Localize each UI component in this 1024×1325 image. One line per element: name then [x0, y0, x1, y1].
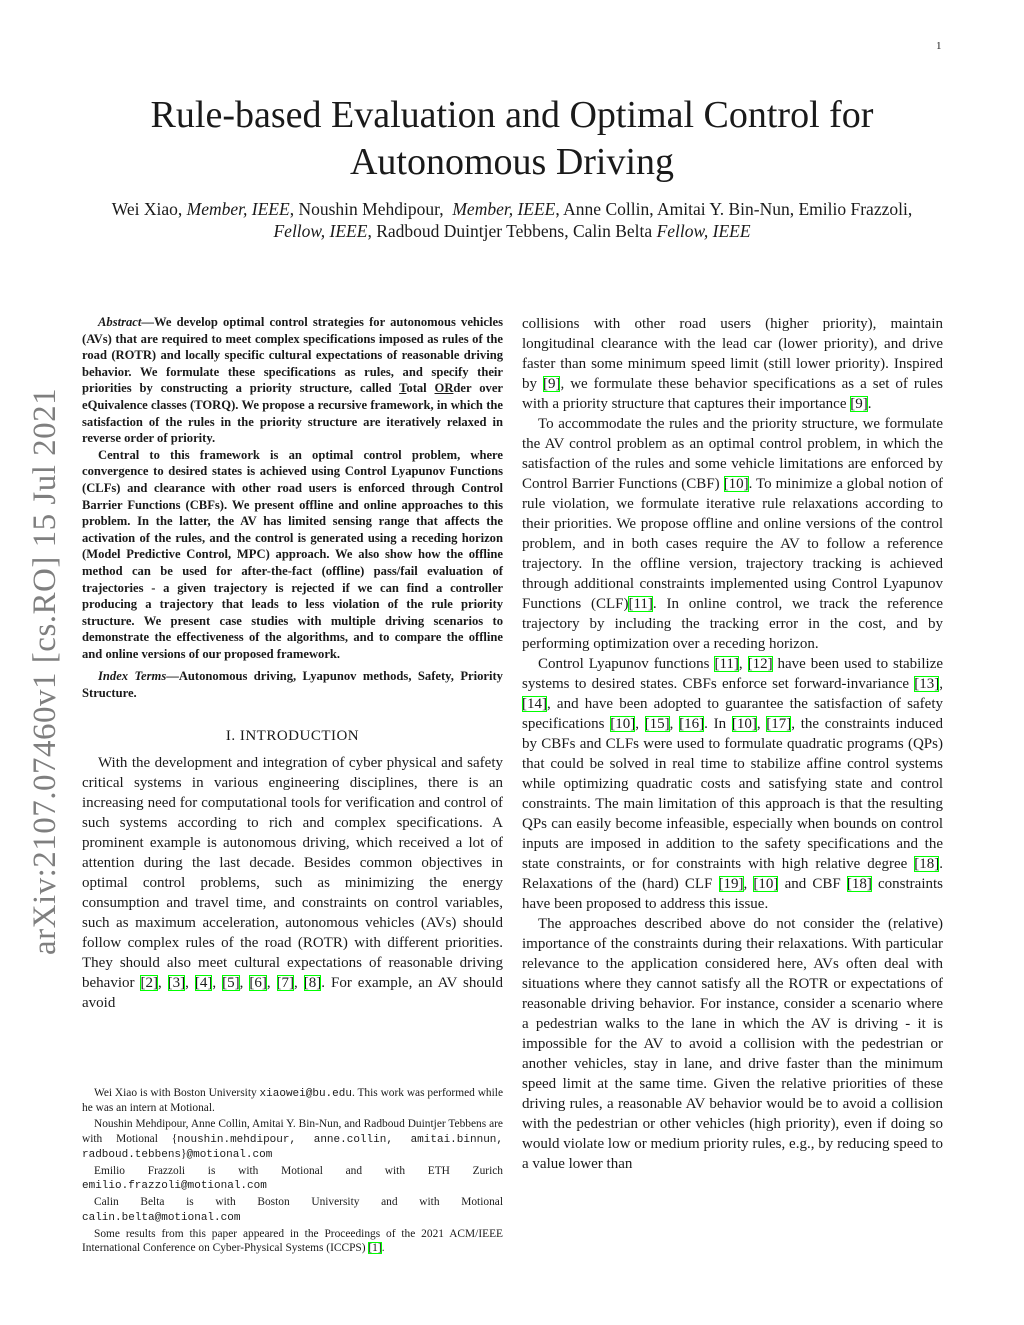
right-column: [522, 314, 943, 1174]
index-terms: Index Terms—Autonomous driving, Lyapunov methods, Safety, Priority Structure.: [82, 669, 503, 701]
footnote: Emilio Frazzoli is with Motional and with ETH Zurich emilio.frazzoli@motional.com: [82, 1165, 503, 1193]
author-list: Wei Xiao, Member, IEEE, Noushin Mehdipour, Member, IEEE, Anne Collin, Amitai Y. Bin-Nun, Emilio Frazzoli, Fellow, IEEE, Radboud Duintjer Tebbens, Calin Belta Fellow, IEEE: [111, 199, 913, 241]
citation-link[interactable]: [16]: [679, 716, 705, 732]
author-name: Calin Belta: [572, 221, 653, 241]
email-link[interactable]: calin.belta@motional.com: [82, 1211, 241, 1224]
arxiv-identifier: arXiv:2107.07460v1 [cs.RO] 15 Jul 2021: [27, 387, 63, 955]
paragraph-text: . For example, an AV should avoid: [82, 974, 504, 1011]
footnote: Calin Belta is with Boston University and with Motional calin.belta@motional.com: [82, 1196, 503, 1224]
citation-link[interactable]: [3]: [167, 974, 186, 991]
email-link[interactable]: xiaowei@bu.edu: [259, 1088, 352, 1100]
author-name: Wei Xiao: [111, 199, 178, 219]
abstract: Abstract—We develop optimal control strategies for autonomous vehicles (AVs) that are required to meet complex specifications imposed as rules of the road (ROTR) and locally specific cultural expectations of reasonable driving behavior. We formulate these specifications as rules, and specify their priorities by constructing a priority structure, called Total ORder over eQuivalence classes (TORQ). We propose a recursive framework, in which the satisfaction of the rules in the priority structure are iteratively relaxed in reverse order of priority. Central to this framework is an optimal control problem, where convergence to desired states is achieved using Control Lyapunov Functions (CLFs) and clearance with other road users is enforced through Control Barrier Functions (CBFs). We present offline and online approaches to this problem. In the latter, the AV has limited sensing range that affects the activation of the rules, and the control is generated using a receding horizon (Model Predictive Control, MPC) approach. We also show how the offline method can be used for after-the-fact (offline) pass/fail evaluation of trajectories - a given trajectory is rejected if we can find a controller producing a trajectory that leads to less violation of the rule priority structure. We present case studies with multiple driving scenarios to demonstrate the effectiveness of the algorithms, and to compare the offline and online versions of our proposed framework.: [82, 315, 503, 661]
abstract-text: OR: [434, 381, 454, 396]
intro-paragraph: With the development and integration of cyber physical and safety critical systems in various engineering disciplines, there is an increasing need for computational tools for verification and control of such systems according to rich and complex specifications. A prominent example is autonomous driving, which received a lot of attention during the last decade. Besides common objectives in optimal control problems, such as minimizing the energy consumption and travel time, and constraints on control variables, such as maximum acceleration, autonomous vehicles (AVs) should follow complex rules of the road (ROTR) with different priorities. They should also meet cultural expectations of reasonable driving behavior [2], [3], [4], [5], [6], [7], [8]. For example, an AV should avoid: [82, 754, 504, 1011]
citation-link[interactable]: [17]: [766, 716, 792, 732]
author-affiliation: Fellow, IEEE: [656, 221, 751, 241]
citation-link[interactable]: [6]: [249, 974, 267, 991]
abstract-text: We develop optimal control strategies for autonomous vehicles (AVs) that are required to meet complex specifications imposed as rules of the road (ROTR) and locally specific cultural expectations of reasonable driving behavior. We formulate these specifications as rules, and specify their priorities by constructing a priority structure, called: [82, 315, 503, 396]
citation-link[interactable]: [8]: [303, 974, 322, 991]
paragraph-text: With the development and integration of cyber physical and safety critical systems in various engineering disciplines, there is an increasing need for computational tools for verification and control of such systems according to rich and complex specifications. A prominent example is autonomous driving, which received a lot of attention during the last decade. Besides common objectives in optimal control problems, such as minimizing the energy consumption and travel time, and constraints on control variables, such as maximum acceleration, autonomous vehicles (AVs) should follow complex rules of the road (ROTR) with different priorities. They should also meet cultural expectations of reasonable driving behavior: [82, 754, 503, 991]
intro-paragraph: The approaches described above do not consider the (relative) importance of the constraints during their relaxations. With particular relevance to the application considered here, AVs often deal with situations where they cannot satisfy all the ROTR or expectations of reasonable driving behavior. For instance, consider a scenario where a pedestrian walks to the lane in which the AV is driving - it is impossible for the AV to avoid a collision with the pedestrian or another vehicles, stay in lane, and drive faster than the minimum speed limit at the same time. Given the relative priorities of these driving rules, a reasonable AV behavior would be to avoid a collision with the pedestrian or other vehicles (high priority), even if doing so would violate low or medium priority rules, e.g., by reducing speed to a value lower than: [522, 916, 943, 1172]
author-affiliation: Fellow, IEEE: [273, 221, 368, 241]
abstract-text: T: [399, 381, 407, 396]
author-name: Amitai Y. Bin-Nun: [657, 199, 790, 219]
intro-paragraph: Control Lyapunov functions [11], [12] have been used to stabilize systems to desired states. CBFs enforce set forward-invariance [13], [14], and have been adopted to guarantee the satisfaction of safety specifications [10], [15], [16]. In [10], [17], the constraints induced by CBFs and CLFs were used to formulate quadratic programs (QPs) that could be solved in real time to stabilize affine control systems while optimizing quadratic costs and satisfying state and control constraints. The main limitation of this approach is that the resulting QPs can easily become infeasible, especially when bounds on control inputs are imposed in addition to the safety specifications and the state constraints, or for constraints with high relative degree [18]. Relaxations of the (hard) CLF [19], [10] and CBF [18] constraints have been proposed to address this issue.: [522, 656, 944, 912]
citation-link[interactable]: [13]: [914, 676, 940, 692]
email-link[interactable]: emilio.frazzoli@motional.com: [82, 1180, 267, 1193]
email-link[interactable]: noushin.mehdipour, anne.collin, amitai.binnun, radboud.tebbens: [82, 1133, 503, 1161]
citation-link[interactable]: [10]: [753, 876, 779, 892]
author-affiliation: Member, IEEE: [452, 199, 556, 219]
citation-link[interactable]: [12]: [747, 656, 773, 672]
citation-link[interactable]: [1]: [368, 1242, 382, 1255]
citation-link[interactable]: [2]: [140, 974, 158, 991]
citation-link[interactable]: [9]: [850, 396, 868, 412]
footnote: Wei Xiao is with Boston University xiaowei@bu.edu. This work was performed while he was an intern at Motional.: [82, 1087, 503, 1115]
index-terms-text: Autonomous driving, Lyapunov methods, Safety, Priority Structure.: [82, 669, 503, 701]
citation-link[interactable]: [19]: [718, 876, 744, 892]
intro-paragraph: collisions with other road users (higher priority), maintain longitudinal clearance with the lead car (lower priority), and drive faster than some minimum speed limit (still lower priority). Inspired by [9], we formulate these behavior specifications as a set of rules with a priority structure that captures their importance [9].: [522, 316, 944, 412]
abstract-text: der over eQuivalence classes (TORQ). We propose a recursive framework, in which the satisfaction of the rules in the priority structure are iteratively relaxed in reverse order of priority.: [82, 381, 503, 446]
citation-link[interactable]: [4]: [194, 974, 213, 991]
section-heading: I. INTRODUCTION: [225, 727, 360, 744]
citation-link[interactable]: [14]: [522, 696, 547, 712]
author-name: Radboud Duintjer Tebbens: [376, 221, 565, 241]
citation-link[interactable]: [11]: [714, 656, 739, 672]
citation-link[interactable]: [7]: [276, 974, 295, 991]
left-column: [82, 314, 503, 1013]
citation-link[interactable]: [18]: [846, 876, 872, 892]
abstract-text: otal: [406, 381, 435, 396]
citation-link[interactable]: [10]: [731, 716, 757, 732]
intro-paragraph: To accommodate the rules and the priority structure, we formulate the AV control problem as an optimal control problem, in which the satisfaction of the rules and some vehicle limitations are enforced by Control Barrier Functions (CBF) [10]. To minimize a global notion of rule violation, we formulate iterative rule relaxations according to their priorities. We propose offline and online versions of the control problem, and in both cases require the AV to follow a reference trajectory. In the offline version, trajectory tracking is achieved through additional constraints implemented using Control Lyapunov Functions (CLF)[11]. In online control, we track the reference trajectory by including the tracking error in the cost, and by performing optimization over a receding horizon.: [522, 416, 943, 652]
footnote: Some results from this paper appeared in the Proceedings of the 2021 ACM/IEEE International Conference on Cyber-Physical Systems (ICCPS) [1].: [82, 1227, 503, 1255]
author-affiliation: Member, IEEE: [186, 199, 290, 219]
author-name: Emilio Frazzoli: [798, 199, 908, 219]
author-name: Noushin Mehdipour: [298, 199, 440, 219]
abstract-label: Abstract: [98, 315, 142, 329]
citation-link[interactable]: [10]: [610, 716, 636, 732]
email-domain: @motional.com: [186, 1148, 273, 1161]
citation-link[interactable]: [10]: [723, 476, 749, 492]
footnote: Noushin Mehdipour, Anne Collin, Amitai Y. Bin-Nun, and Radboud Duintjer Tebbens are with Motional {noushin.mehdipour, anne.collin, amitai.binnun, radboud.tebbens}@motional.com: [82, 1118, 503, 1161]
citation-link[interactable]: [9]: [542, 376, 561, 392]
citation-link[interactable]: [5]: [222, 974, 240, 991]
page-number: 1: [936, 40, 942, 52]
citation-link[interactable]: [11]: [628, 596, 653, 612]
paper-title: Rule-based Evaluation and Optimal Control for Autonomous Driving: [150, 94, 874, 183]
citation-link[interactable]: [18]: [914, 856, 940, 872]
author-name: Anne Collin: [563, 199, 650, 219]
footnotes: [82, 1086, 503, 1257]
abstract-paragraph: Central to this framework is an optimal control problem, where convergence to desired states is achieved using Control Lyapunov Functions (CLFs) and clearance with other road users is enforced through Control Barrier Functions (CBFs). We present offline and online approaches to this problem. In the latter, the AV has limited sensing range that affects the activation of the rules, and the control is generated using a receding horizon (Model Predictive Control, MPC) approach. We also show how the offline method can be used for after-the-fact (offline) pass/fail evaluation of trajectories - a given trajectory is rejected if we can find a controller producing a trajectory that leads to less violation of the rule priority structure. We present case studies with multiple driving scenarios to demonstrate the effectiveness of the algorithms, and to compare the offline and online versions of our proposed framework.: [82, 447, 503, 661]
index-terms-label: Index Terms: [98, 669, 167, 684]
citation-link[interactable]: [15]: [644, 716, 670, 732]
